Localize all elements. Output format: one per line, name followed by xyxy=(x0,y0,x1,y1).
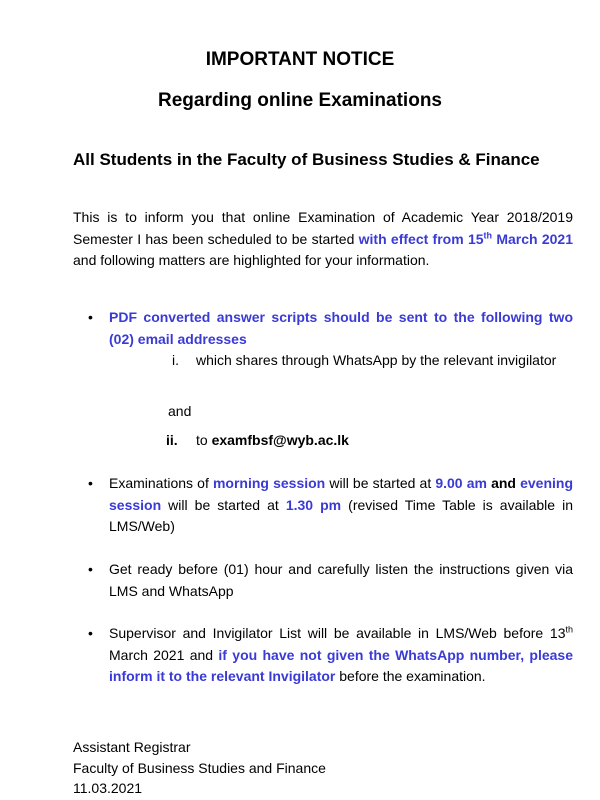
notice-title: IMPORTANT NOTICE xyxy=(205,49,395,70)
signature-date: 11.03.2021 xyxy=(73,780,143,796)
notice-subtitle: Regarding online Examinations xyxy=(158,90,442,111)
whatsapp-highlight: if you have not given the WhatsApp number, please inform it to the relevant Invigilator xyxy=(109,646,573,684)
sub-item-text-i: which shares through WhatsApp by the relevant invigilator xyxy=(196,352,557,368)
evening-session-label: evening session xyxy=(109,475,573,513)
signature-faculty: Faculty of Business Studies and Finance xyxy=(73,759,326,776)
bullet-icon: • xyxy=(88,561,93,577)
and-connector: and xyxy=(168,403,192,419)
bullet-item-email xyxy=(88,307,573,350)
morning-session-label: morning session xyxy=(212,475,326,491)
intro-paragraph xyxy=(73,207,573,272)
bullet-icon: • xyxy=(88,475,93,491)
audience-heading: All Students in the Faculty of Business Studies & Finance xyxy=(73,150,540,169)
bullet-text-invigilator: Supervisor and Invigilator List will be available in LMS/Web before 13th March 2021 and if you have not given the WhatsApp number, please inform it to the relevant Invigilator before the examination. xyxy=(109,624,573,684)
bullet-text-ready: Get ready before (01) hour and carefully listen the instructions given via LMS and WhatsApp xyxy=(109,561,573,599)
sub-item-number-i: i. xyxy=(172,352,179,368)
bullet-text-sessions: Examinations of morning session will be started at 9.00 am and evening session will be started at 1.30 pm (revised Time Table is available in LMS/Web) xyxy=(109,475,574,534)
bullet-item-ready xyxy=(88,559,573,602)
intro-text-b: and following matters are highlighted for your information. xyxy=(73,252,430,268)
signature-block xyxy=(73,737,326,799)
bullet-item-invigilator xyxy=(88,623,573,688)
sub-item-text-ii: to examfbsf@wyb.ac.lk xyxy=(196,432,349,448)
email-address: examfbsf@wyb.ac.lk xyxy=(211,432,349,448)
evening-time: 1.30 pm xyxy=(285,496,342,513)
bullet-icon: • xyxy=(88,309,93,325)
intro-date-highlight: with effect from 15th March 2021 xyxy=(358,229,573,247)
morning-time: 9.00 am xyxy=(435,475,487,491)
bullet-icon: • xyxy=(88,625,93,641)
signature-role: Assistant Registrar xyxy=(73,739,191,755)
bullet-text-email: PDF converted answer scripts should be sent to the following two (02) email addresses xyxy=(109,309,573,347)
sub-item-number-ii: ii. xyxy=(166,432,178,448)
bullet-item-sessions xyxy=(88,473,573,538)
intro-text-a: This is to inform you that online Examination of Academic Year 2018/2019 Semester I has been scheduled to be started xyxy=(73,209,573,247)
